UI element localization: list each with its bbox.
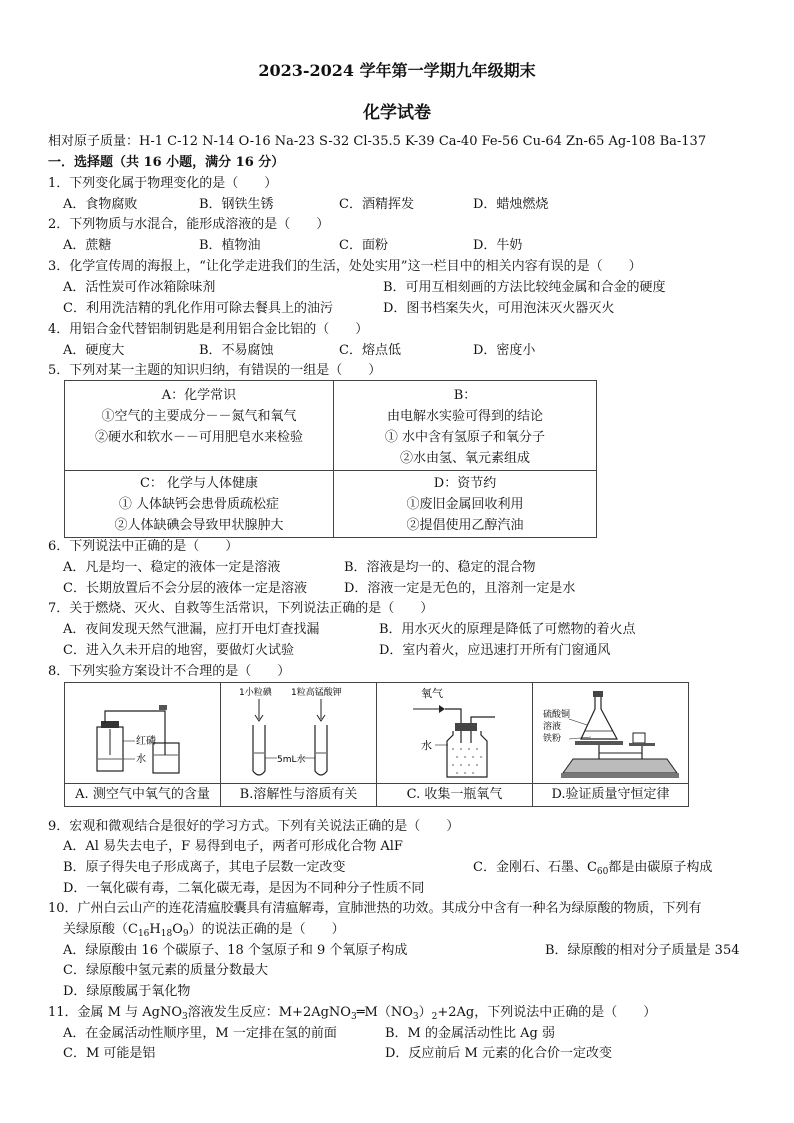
q11-option-d: D．反应前后 M 元素的化合价一定改变 — [385, 1046, 612, 1061]
q5-cell-c-line2: ②人体缺碘会导致甲状腺肿大 — [114, 518, 284, 533]
q8-stem: 8．下列实验方案设计不合理的是（ ） — [48, 664, 291, 679]
q10-option-b: B．绿原酸的相对分子质量是 354 — [545, 943, 740, 958]
q2-option-c: C．面粉 — [339, 238, 388, 253]
q10-stem2-sub-o: 9 — [182, 929, 189, 939]
q5-cell-b-line2: ① 水中含有氢原子和氧分子 — [384, 430, 546, 445]
q8-cell-c — [377, 683, 533, 807]
q2-option-b: B．植物油 — [199, 238, 261, 253]
q1-options — [63, 196, 548, 214]
q5-cell-b-line1: 由电解水实验可得到的结论 — [386, 409, 543, 424]
q11-sub-2: 3 — [350, 1012, 357, 1022]
solubility-test-tubes-icon — [221, 683, 376, 783]
q4-option-b: B．不易腐蚀 — [199, 343, 274, 358]
q5-cell-c-title: C： 化学与人体健康 — [139, 476, 259, 491]
q9-option-c — [473, 859, 712, 881]
q8-figure-b — [221, 683, 376, 783]
q4-options — [63, 342, 535, 360]
q6-option-d: D．溶液一定是无色的，且溶剂一定是水 — [344, 581, 576, 596]
q8-caption-b: B.溶解性与溶质有关 — [221, 783, 376, 806]
q11-sub-4: 2 — [431, 1012, 438, 1022]
q7-option-b: B．用水灭火的原理是降低了可燃物的着火点 — [379, 622, 636, 637]
q3-stem: 3．化学宣传周的海报上，“让化学走进我们的生活，处处实用”这一栏目中的相关内容有误的是（ ） — [48, 259, 642, 274]
label-5ml-water: 5mL水 — [277, 755, 306, 765]
label-water-c: 水 — [421, 739, 432, 752]
q5-stem: 5．下列对某一主题的知识归纳，有错误的一组是（ ） — [48, 363, 382, 378]
q9-option-c-sub: 60 — [596, 867, 609, 877]
q9-stem: 9．宏观和微观结合是很好的学习方式。下列有关说法正确的是（ ） — [48, 819, 460, 834]
q5-cell-b-title: B： — [453, 388, 477, 403]
q10-option-a: A．绿原酸由 16 个碳原子、18 个氢原子和 9 个氧原子构成 — [63, 943, 408, 958]
q1-option-d: D．蜡烛燃烧 — [473, 197, 549, 212]
q8-cell-b — [221, 683, 377, 807]
q9-option-c-pre: C．金刚石、石墨、C — [473, 860, 597, 875]
q11-stem-pre: 11．金属 M 与 AgNO — [48, 1005, 182, 1020]
label-copper-sulfate: 硫酸铜 — [543, 710, 571, 720]
section-heading: 一．选择题（共 16 小题，满分 16 分） — [48, 155, 285, 170]
label-oxygen: 氧气 — [421, 687, 443, 700]
q8-caption-c: C. 收集一瓶氧气 — [377, 783, 532, 806]
q6-stem: 6．下列说法中正确的是（ ） — [48, 539, 239, 554]
q10-stem2-sub-h: 18 — [160, 929, 173, 939]
q11-stem-m1: 溶液发生反应：M+2AgNO — [187, 1005, 351, 1020]
q11-stem-m3: ） — [418, 1005, 432, 1020]
q8-experiment-table — [64, 682, 689, 807]
q10-option-d: D．绿原酸属于氧化物 — [63, 984, 191, 999]
q10-stem2-sub-c: 16 — [137, 929, 150, 939]
q5-cell-d — [334, 471, 597, 538]
q10-stem: 10．广州白云山产的连花清瘟胶囊具有清瘟解毒，宣肺泄热的功效。其成分中含有一种名为绿原酸的物质，下列有 — [48, 901, 702, 916]
q1-option-a: A．食物腐败 — [63, 197, 138, 212]
q1-option-c: C．酒精挥发 — [339, 197, 414, 212]
q5-cell-a-line1: ①空气的主要成分－－氮气和氧气 — [101, 409, 297, 424]
q5-cell-c — [65, 471, 334, 538]
q2-options — [63, 237, 522, 255]
q6-option-a: A．凡是均一、稳定的液体一定是溶液 — [63, 560, 281, 575]
q7-option-c: C．进入久未开启的地窖，要做灯火试验 — [63, 643, 294, 658]
q5-cell-d-line2: ②提倡使用乙醇汽油 — [406, 518, 524, 533]
q9-option-d: D．一氧化碳有毒，二氧化碳无毒，是因为不同种分子性质不同 — [63, 881, 425, 896]
q10-options-row1 — [63, 942, 740, 960]
q11-stem — [48, 1004, 656, 1026]
q6-options-row2 — [63, 580, 575, 598]
q3-options-row1 — [63, 279, 666, 297]
exam-title: 2023-2024 学年第一学期九年级期末 — [258, 61, 536, 80]
q9-option-b: B．原子得失电子形成离子，其电子层数一定改变 — [63, 860, 346, 875]
q8-caption-d: D.验证质量守恒定律 — [533, 783, 688, 806]
q4-option-d: D．密度小 — [473, 343, 536, 358]
q6-options-row1 — [63, 559, 536, 577]
q6-option-b: B．溶液是均一的、稳定的混合物 — [344, 560, 536, 575]
q4-option-a: A．硬度大 — [63, 343, 125, 358]
label-water-a: 水 — [136, 754, 146, 765]
q8-cell-a — [65, 683, 221, 807]
q5-cell-a — [65, 381, 334, 471]
q4-stem: 4．用铝合金代替铝制钥匙是利用铝合金比铝的（ ） — [48, 322, 369, 337]
q9-option-c-post: 都是由碳原子构成 — [608, 860, 713, 875]
q10-stem2-post: ）的说法正确的是（ ） — [188, 922, 345, 937]
q5-cell-c-line1: ① 人体缺钙会患骨质疏松症 — [118, 497, 280, 512]
q9-option-a: A．Al 易失去电子，F 易得到电子，两者可形成化合物 AlF — [63, 839, 403, 854]
q11-stem-post: +2Ag，下列说法中正确的是（ ） — [437, 1005, 657, 1020]
exam-subtitle: 化学试卷 — [363, 103, 431, 123]
q11-options-row1 — [63, 1025, 555, 1043]
q8-figure-a — [65, 683, 220, 783]
q11-option-b: B．M 的金属活动性比 Ag 弱 — [385, 1026, 555, 1041]
q10-stem2-h: H — [149, 922, 161, 937]
q10-stem2-pre: 关绿原酸（C — [63, 922, 138, 937]
q3-option-d: D．图书档案失火，可用泡沫灭火器灭火 — [383, 301, 615, 316]
q7-options-row1 — [63, 621, 636, 639]
q3-option-c: C．利用洗洁精的乳化作用可除去餐具上的油污 — [63, 301, 333, 316]
q5-knowledge-table — [64, 380, 597, 538]
q5-cell-a-title: A：化学常识 — [161, 388, 237, 403]
q10-stem2-o: O — [172, 922, 183, 937]
q5-cell-b — [334, 381, 597, 471]
label-kmno4: 1粒高锰酸钾 — [291, 688, 342, 698]
q7-option-a: A．夜间发现天然气泄漏，应打开电灯查找漏 — [63, 622, 320, 637]
q4-option-c: C．熔点低 — [339, 343, 401, 358]
q8-cell-d — [533, 683, 689, 807]
q10-stem-line2 — [63, 921, 345, 943]
gas-collection-bottle-icon — [377, 683, 532, 783]
q2-option-d: D．牛奶 — [473, 238, 523, 253]
q11-option-a: A．在金属活动性顺序里，M 一定排在氢的前面 — [63, 1026, 337, 1041]
q7-option-d: D．室内着火，应迅速打开所有门窗通风 — [379, 643, 611, 658]
q1-option-b: B．钢铁生锈 — [199, 197, 274, 212]
q11-stem-m2: ═M（NO — [356, 1005, 413, 1020]
q5-cell-d-title: D：资节约 — [433, 476, 497, 491]
balance-flask-icon — [533, 683, 688, 783]
label-iodine: 1小粒碘 — [239, 688, 272, 698]
q8-figure-d — [533, 683, 688, 783]
label-solution: 溶液 — [543, 722, 562, 732]
oxygen-content-apparatus-icon — [65, 683, 220, 783]
atomic-masses: 相对原子质量：H-1 C-12 N-14 O-16 Na-23 S-32 Cl-35.5 K-39 Ca-40 Fe-56 Cu-64 Zn-65 Ag-108 Ba-137 — [48, 134, 707, 149]
q11-sub-1: 3 — [182, 1012, 188, 1022]
q7-options-row2 — [63, 642, 610, 660]
q11-options-row2 — [63, 1045, 612, 1063]
q8-caption-a: A. 测空气中氧气的含量 — [65, 783, 220, 806]
q5-cell-a-line2: ②硬水和软水－－可用肥皂水来检验 — [94, 430, 303, 445]
q5-cell-b-line3: ②水由氢、氧元素组成 — [399, 451, 530, 466]
label-red-phosphorus: 红磷 — [136, 736, 156, 747]
q5-cell-d-line1: ①废旧金属回收利用 — [406, 497, 524, 512]
q3-option-a: A．活性炭可作冰箱除味剂 — [63, 280, 216, 295]
q2-option-a: A．蔗糖 — [63, 238, 112, 253]
q10-option-c: C．绿原酸中氢元素的质量分数最大 — [63, 963, 268, 978]
q3-options-row2 — [63, 300, 614, 318]
q8-figure-c — [377, 683, 532, 783]
q3-option-b: B．可用互相刻画的方法比较纯金属和合金的硬度 — [383, 280, 666, 295]
q9-options-row2 — [63, 859, 712, 881]
q7-stem: 7．关于燃烧、灭火、自救等生活常识，下列说法正确的是（ ） — [48, 601, 434, 616]
q2-stem: 2．下列物质与水混合，能形成溶液的是（ ） — [48, 217, 330, 232]
q11-option-c: C．M 可能是铝 — [63, 1046, 156, 1061]
q11-sub-3: 3 — [412, 1012, 419, 1022]
label-iron-powder: 铁粉 — [543, 734, 562, 744]
q6-option-c: C．长期放置后不会分层的液体一定是溶液 — [63, 581, 307, 596]
q1-stem: 1．下列变化属于物理变化的是（ ） — [48, 176, 278, 191]
